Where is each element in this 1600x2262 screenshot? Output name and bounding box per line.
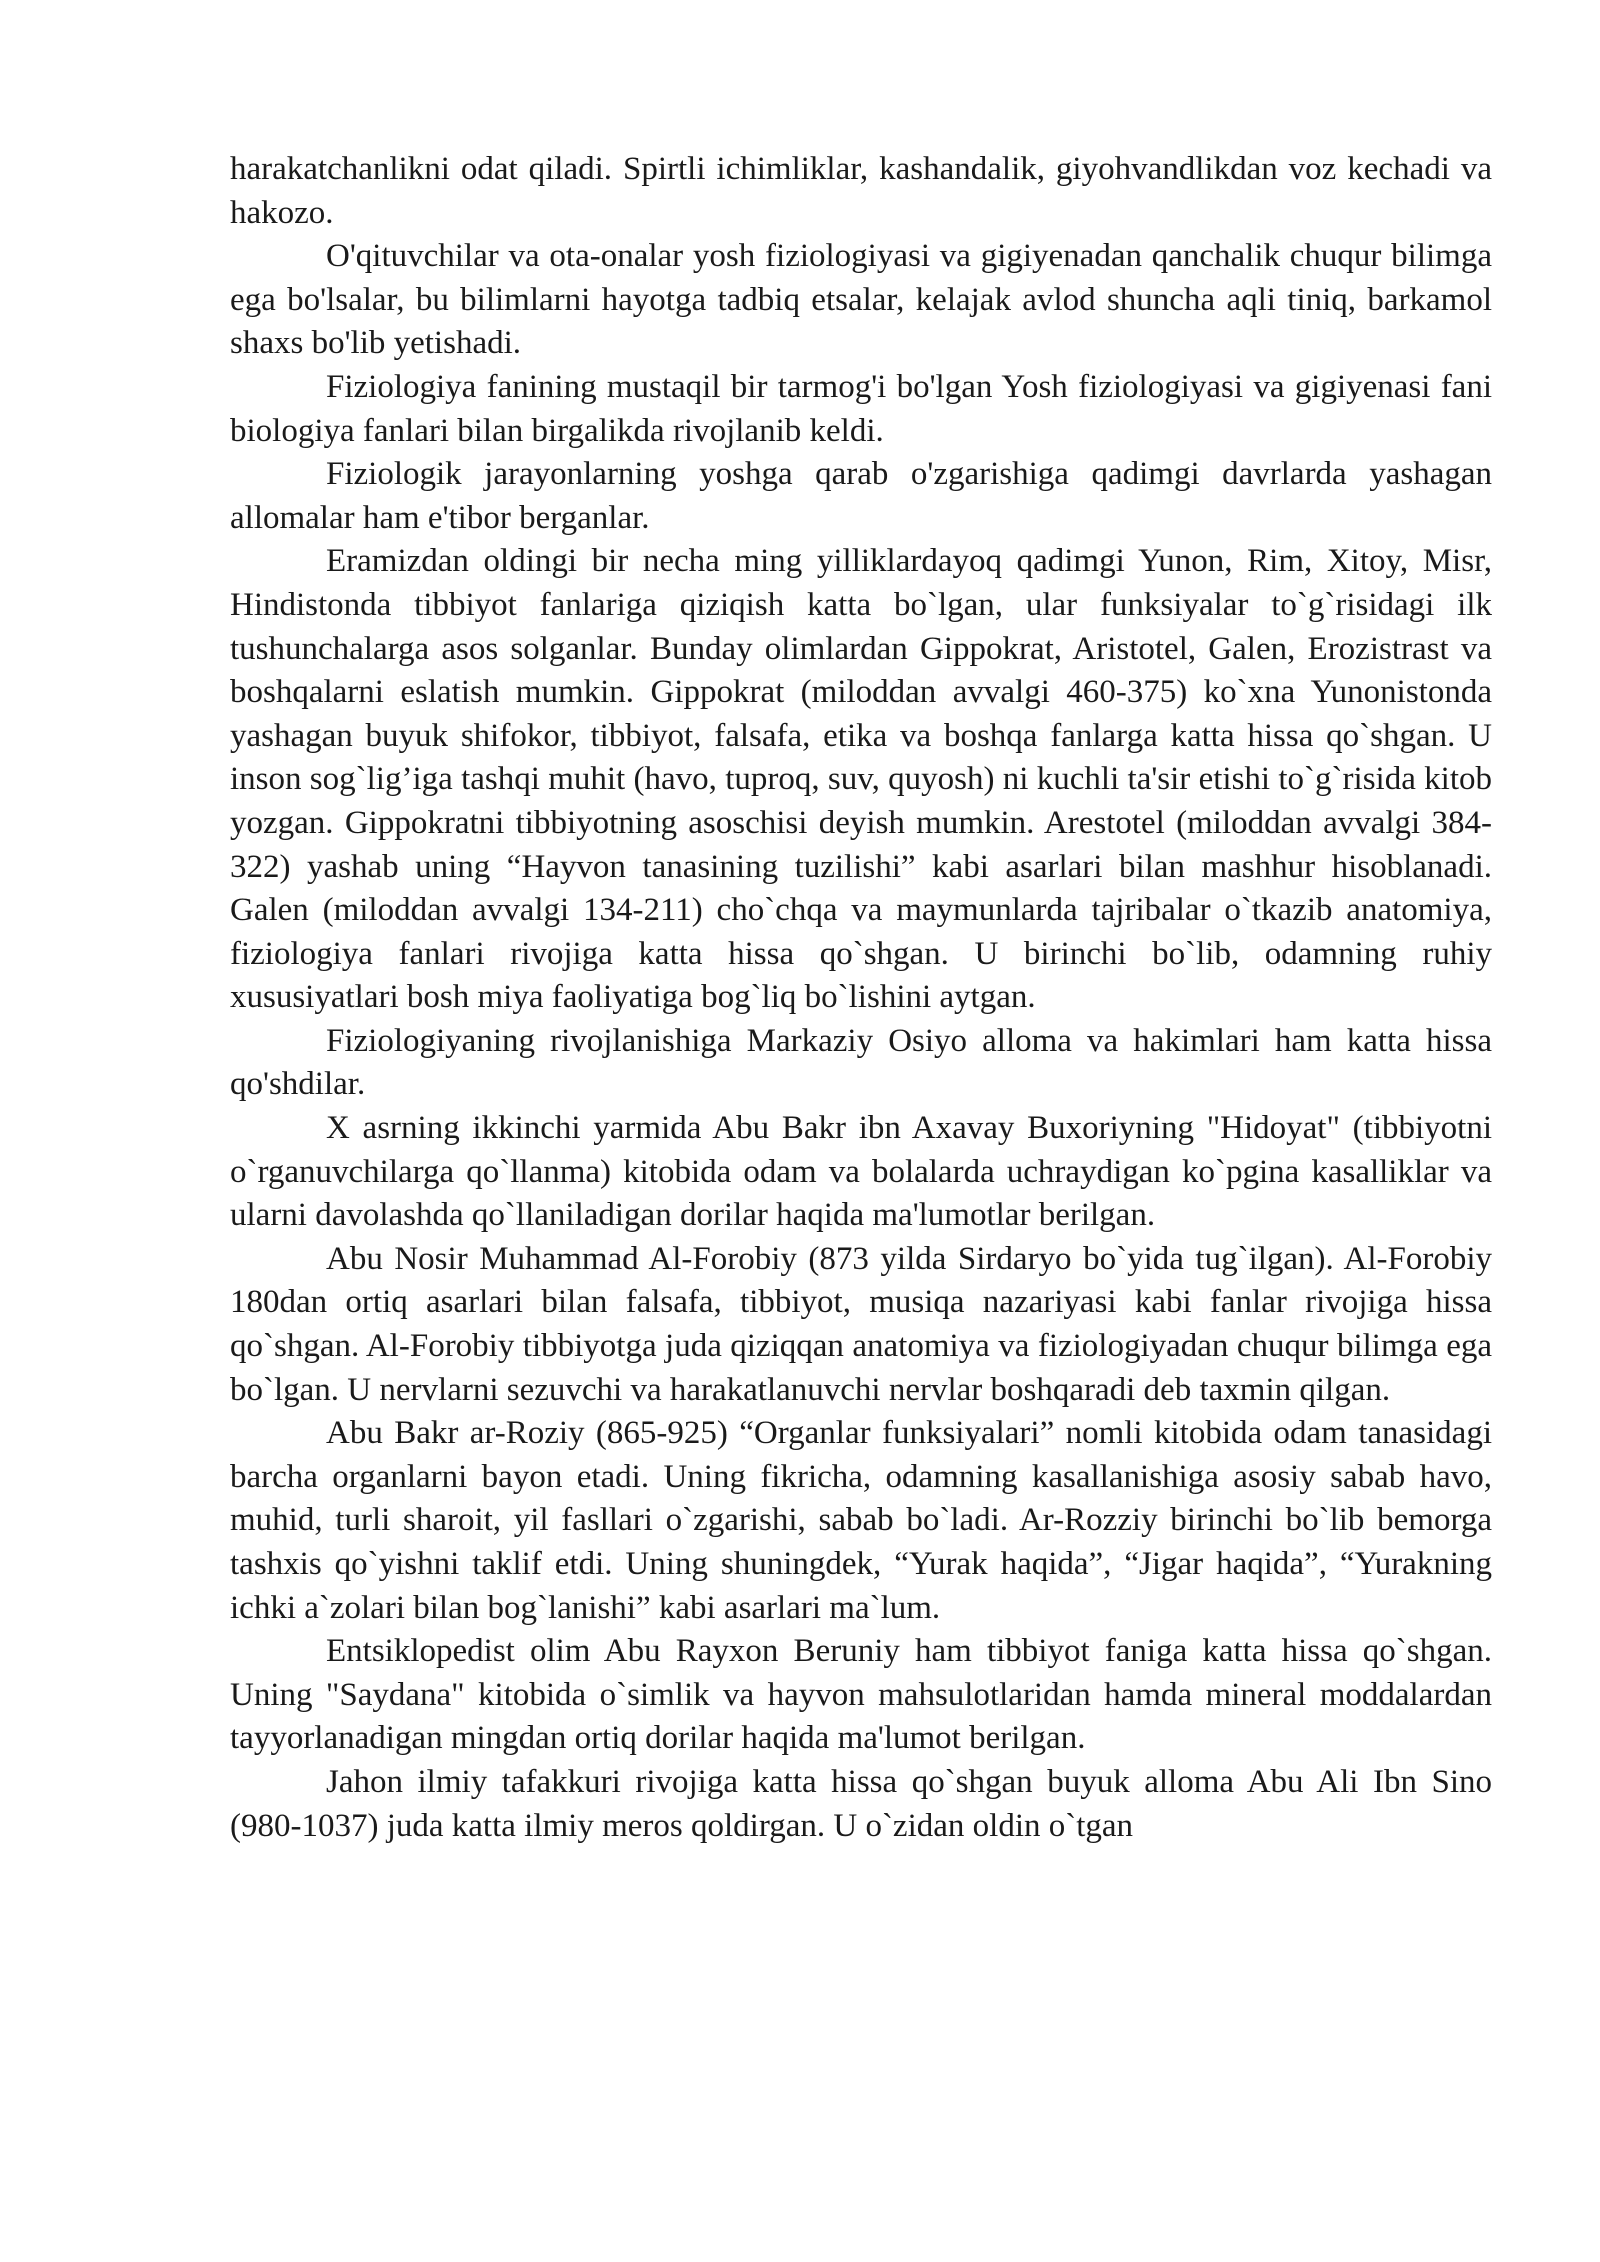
- paragraph-7: X asrning ikkinchi yarmida Abu Bakr ibn Axavay Buxoriyning "Hidoyat" (tibbiyotni o`rganuvchilarga qo`llanma) kitobida odam va bolalarda uchraydigan ko`pgina kasalliklar va ularni davolashda qo`llaniladigan dorilar haqida ma'lumotlar berilgan.: [230, 1110, 1492, 1234]
- document-page: [230, 148, 1492, 1848]
- paragraph-6: Fiziologiyaning rivojlanishiga Markaziy Osiyo alloma va hakimlari ham katta hissa qo'shdilar.: [230, 1022, 1492, 1103]
- paragraph-5: Eramizdan oldingi bir necha ming yilliklardayoq qadimgi Yunon, Rim, Xitoy, Misr, Hindistonda tibbiyot fanlariga qiziqish katta bo`lgan, ular funksiyalar to`g`risidagi ilk tushunchalarga asos solganlar. Bunday olimlardan Gippokrat, Aristotel, Galen, Erozistrast va boshqalarni eslatish mumkin. Gippokrat (miloddan avvalgi 460-375) ko`xna Yunonistonda yashagan buyuk shifokor, tibbiyot, falsafa, etika va boshqa fanlarga katta hissa qo`shgan. U inson sog`lig’iga tashqi muhit (havo, tuproq, suv, quyosh) ni kuchli ta'sir etishi to`g`risida kitob yozgan. Gippokratni tibbiyotning asoschisi deyish mumkin. Arestotel (miloddan avvalgi 384-322) yashab uning “Hayvon tanasining tuzilishi” kabi asarlari bilan mashhur hisoblanadi. Galen (miloddan avvalgi 134-211) cho`chqa va maymunlarda tajribalar o`tkazib anatomiya, fiziologiya fanlari rivojiga katta hissa qo`shgan. U birinchi bo`lib, odamning ruhiy xususiyatlari bosh miya faoliyatiga bog`liq bo`lishini aytgan.: [230, 543, 1492, 1016]
- paragraph-11: Jahon ilmiy tafakkuri rivojiga katta hissa qo`shgan buyuk alloma Abu Ali Ibn Sino (980-1037) juda katta ilmiy meros qoldirgan. U o`zidan oldin o`tgan: [230, 1763, 1492, 1844]
- paragraph-3: Fiziologiya fanining mustaqil bir tarmog'i bo'lgan Yosh fiziologiyasi va gigiyenasi fani biologiya fanlari bilan birgalikda rivojlanib keldi.: [230, 368, 1492, 449]
- paragraph-9: Abu Bakr ar-Roziy (865-925) “Organlar funksiyalari” nomli kitobida odam tanasidagi barcha organlarni bayon etadi. Uning fikricha, odamning kasallanishiga asosiy sabab havo, muhid, turli sharoit, yil fasllari o`zgarishi, sabab bo`ladi. Ar-Rozziy birinchi bo`lib bemorga tashxis qo`yishni taklif etdi. Uning shuningdek, “Yurak haqida”, “Jigar haqida”, “Yurakning ichki a`zolari bilan bog`lanishi” kabi asarlari ma`lum.: [230, 1415, 1492, 1626]
- paragraph-1: harakatchanlikni odat qiladi. Spirtli ichimliklar, kashandalik, giyohvandlikdan voz kechadi va hakozo.: [230, 151, 1492, 231]
- paragraph-4: Fiziologik jarayonlarning yoshga qarab o'zgarishiga qadimgi davrlarda yashagan allomalar ham e'tibor berganlar.: [230, 456, 1492, 536]
- paragraph-10: Entsiklopedist olim Abu Rayxon Beruniy ham tibbiyot faniga katta hissa qo`shgan. Uning "Saydana" kitobida o`simlik va hayvon mahsulotlaridan hamda mineral moddalardan tayyorlanadigan mingdan ortiq dorilar haqida ma'lumot berilgan.: [230, 1633, 1492, 1757]
- paragraph-2: O'qituvchilar va ota-onalar yosh fiziologiyasi va gigiyenadan qanchalik chuqur bilimga ega bo'lsalar, bu bilimlarni hayotga tadbiq etsalar, kelajak avlod shuncha aqli tiniq, barkamol shaxs bo'lib yetishadi.: [230, 238, 1492, 362]
- paragraph-8: Abu Nosir Muhammad Al-Forobiy (873 yilda Sirdaryo bo`yida tug`ilgan). Al-Forobiy 180dan ortiq asarlari bilan falsafa, tibbiyot, musiqa nazariyasi kabi fanlar rivojiga hissa qo`shgan. Al-Forobiy tibbiyotga juda qiziqqan anatomiya va fiziologiyadan chuqur bilimga ega bo`lgan. U nervlarni sezuvchi va harakatlanuvchi nervlar boshqaradi deb taxmin qilgan.: [230, 1240, 1492, 1408]
